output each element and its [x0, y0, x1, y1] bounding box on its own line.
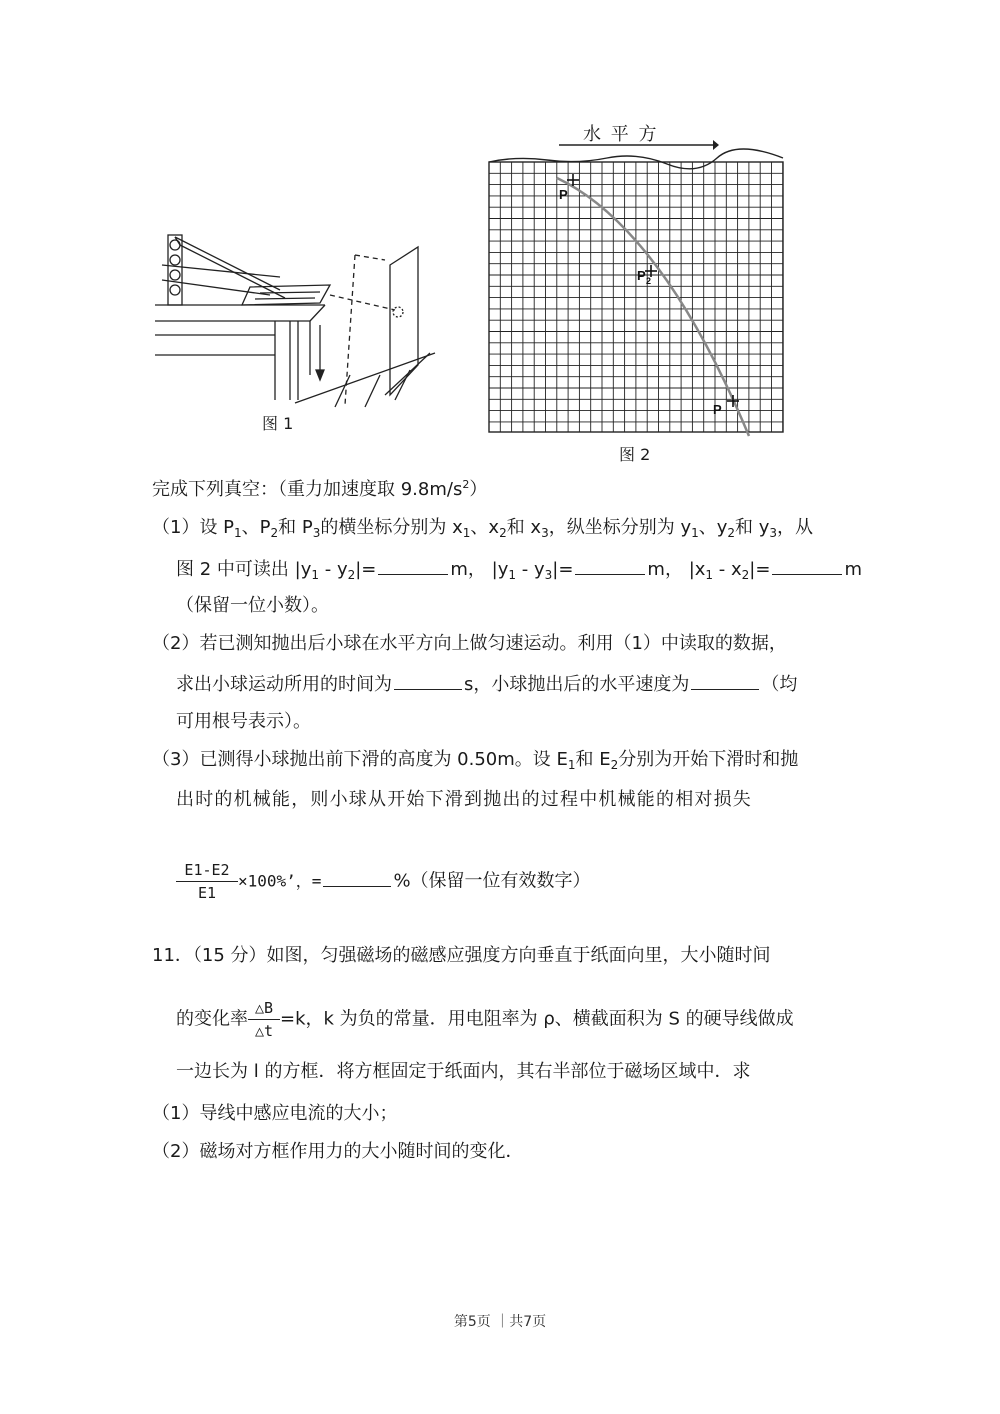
q2-line-1: （2）若已测知抛出后小球在水平方向上做匀速运动。利用（1）中读取的数据，: [152, 633, 787, 654]
q2-line-2: 求出小球运动所用的时间为 s，小球抛出后的水平速度为 （均: [176, 671, 797, 697]
q2-line-3: 可用根号表示）。: [176, 711, 311, 732]
rate-fraction: $\frac{\triangle B}{\triangle t}$: [248, 998, 280, 1041]
figure-1-caption: 图 1: [262, 414, 294, 433]
q3-formula-line: $\frac{E1-E2}{E1}$ ×100%’，= %（保留一位有效数字）: [176, 860, 591, 903]
answer-blank[interactable]: [691, 671, 759, 690]
arrow-head-icon: [713, 140, 719, 150]
q11-line-1: 11．（15 分）如图，匀强磁场的磁感应强度方向垂直于纸面向里，大小随时间: [152, 945, 771, 966]
point-p2-label: P: [637, 268, 646, 283]
q1-line-2: 图 2 中可读出 $|y_1 - y_2|= m$， $|y_1 - y_3|= m$， $|x_1 - x_2|= m$: [176, 556, 862, 583]
answer-blank[interactable]: [378, 556, 448, 575]
figure-2-caption: 图 2: [619, 445, 651, 464]
figure-1: [150, 225, 440, 433]
apparatus-drawing: [150, 225, 440, 415]
direction-label: 水 平 方: [583, 124, 659, 145]
trajectory-curve: [557, 178, 749, 436]
figure-2: [487, 118, 787, 466]
q3-line-2: 出时的机械能，则小球从开始下滑到抛出的过程中机械能的相对损失: [176, 789, 752, 810]
grid-chart: [487, 118, 787, 438]
q3-line-1: （3）已测得小球抛出前下滑的高度为 0.50m。设 $E_1$和 $E_2$分别为开始下滑时和抛: [152, 749, 799, 772]
answer-blank[interactable]: [394, 671, 462, 690]
q1-line-1: （1）设 $P_1$、$P_2$和 $P_3$的横坐标分别为 $x_1$、$x_2$和 $x_3$，纵坐标分别为 $y_1$、$y_2$和 $y_3$，从: [152, 517, 814, 540]
point-p3-label: P: [713, 402, 722, 417]
page-footer: 第5页 ｜共7页: [453, 1314, 547, 1330]
q11-line-3: 一边长为 l 的方框．将方框固定于纸面内，其右半部位于磁场区域中．求: [176, 1061, 751, 1082]
q11-line-2: 的变化率 $\frac{\triangle B}{\triangle t}$ =k，k 为负的常量．用电阻率为 ρ、横截面积为 S 的硬导线做成: [176, 999, 794, 1040]
q1-line-3: （保留一位小数）。: [176, 595, 329, 616]
intro-line: 完成下列真空：（重力加速度取 $9.8m/s^2$）: [152, 478, 488, 500]
q11-sub-1: （1）导线中感应电流的大小；: [152, 1103, 398, 1124]
answer-blank[interactable]: [575, 556, 645, 575]
answer-blank[interactable]: [323, 868, 391, 887]
q11-sub-2: （2）磁场对方框作用力的大小随时间的变化．: [152, 1141, 524, 1162]
point-p2-sub: 2: [646, 276, 652, 286]
answer-blank[interactable]: [772, 556, 842, 575]
point-p1-label: P: [559, 187, 568, 202]
loss-fraction: $\frac{E1-E2}{E1}$: [176, 860, 238, 903]
